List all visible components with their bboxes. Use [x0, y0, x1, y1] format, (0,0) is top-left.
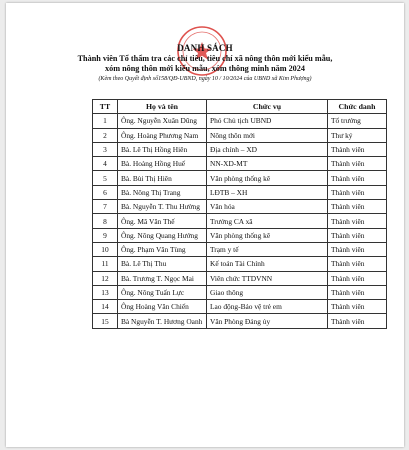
member-position: Trạm y tế [207, 242, 328, 256]
member-role: Thành viên [328, 242, 387, 256]
document-note: (Kèm theo Quyết định số158/QĐ-UBND, ngày 10 / 10/2024 của UBND xã Kim Phượng) [98, 76, 312, 82]
member-position: Văn Phòng Đảng ủy [207, 314, 328, 328]
member-role: Thành viên [328, 157, 387, 171]
table-row [93, 228, 387, 242]
table-row [93, 200, 387, 214]
member-role: Tổ trưởng [328, 114, 387, 128]
header-position: Chức vụ [207, 100, 328, 114]
row-number: 5 [93, 171, 118, 185]
member-name: Ông Hoàng Văn Chiến [118, 300, 207, 314]
table-row [93, 257, 387, 271]
member-name: Ông. Mã Văn Thế [118, 214, 207, 228]
row-number: 12 [93, 271, 118, 285]
header-name: Họ và tên [118, 100, 207, 114]
member-position: Trưởng CA xã [207, 214, 328, 228]
row-number: 4 [93, 157, 118, 171]
member-role: Thành viên [328, 228, 387, 242]
table-row [93, 114, 387, 128]
member-position: NN-XD-MT [207, 157, 328, 171]
table-row [93, 185, 387, 199]
table-row [93, 314, 387, 328]
row-number: 13 [93, 285, 118, 299]
row-number: 15 [93, 314, 118, 328]
document-subtitle-line2: xóm nông thôn mới kiểu mẫu, xóm thông minh năm 2024 [105, 64, 305, 73]
member-role: Thành viên [328, 271, 387, 285]
member-position: Phó Chủ tịch UBND [207, 114, 328, 128]
member-name: Ông. Phạm Văn Tùng [118, 242, 207, 256]
member-role: Thành viên [328, 300, 387, 314]
member-name: Bà. Lê Thị Thu [118, 257, 207, 271]
member-name: Bà. Nông Thị Trang [118, 185, 207, 199]
member-position: Nông thôn mới [207, 128, 328, 142]
document-title: DANH SÁCH [177, 43, 233, 53]
member-name: Bà. Nguyễn T. Thu Hường [118, 200, 207, 214]
table-row [93, 285, 387, 299]
row-number: 2 [93, 128, 118, 142]
member-position: LĐTB – XH [207, 185, 328, 199]
member-role: Thành viên [328, 142, 387, 156]
table-header-row [93, 100, 387, 114]
row-number: 7 [93, 200, 118, 214]
member-position: Văn phòng thống kê [207, 171, 328, 185]
member-role: Thành viên [328, 214, 387, 228]
row-number: 1 [93, 114, 118, 128]
member-role: Thành viên [328, 185, 387, 199]
member-position: Kế toán Tài Chính [207, 257, 328, 271]
members-table [92, 99, 387, 329]
table-row [93, 157, 387, 171]
header-role: Chức danh [328, 100, 387, 114]
member-role: Thành viên [328, 257, 387, 271]
header-tt: TT [93, 100, 118, 114]
table-row [93, 271, 387, 285]
member-name: Bà. Bùi Thị Hiên [118, 171, 207, 185]
row-number: 11 [93, 257, 118, 271]
member-name: Ông. Nông Tuấn Lực [118, 285, 207, 299]
document-subtitle-line1: Thành viên Tổ thẩm tra các chỉ tiêu, tiêu chí xã nông thôn mới kiểu mẫu, [77, 54, 333, 63]
member-name: Bà. Lê Thị Hồng Hiên [118, 142, 207, 156]
member-position: Lao động-Bảo vệ trẻ em [207, 300, 328, 314]
table-row [93, 128, 387, 142]
row-number: 10 [93, 242, 118, 256]
member-position: Văn hóa [207, 200, 328, 214]
member-role: Thành viên [328, 171, 387, 185]
member-name: Ông. Nguyễn Xuân Dũng [118, 114, 207, 128]
member-position: Văn phòng thống kê [207, 228, 328, 242]
member-position: Viên chức TTDVNN [207, 271, 328, 285]
member-position: Địa chính – XD [207, 142, 328, 156]
member-role: Thành viên [328, 314, 387, 328]
row-number: 14 [93, 300, 118, 314]
table-row [93, 171, 387, 185]
row-number: 9 [93, 228, 118, 242]
member-name: Bà Nguyễn T. Hương Oanh [118, 314, 207, 328]
member-role: Thành viên [328, 200, 387, 214]
table-row [93, 142, 387, 156]
member-name: Bà. Trương T. Ngọc Mai [118, 271, 207, 285]
row-number: 3 [93, 142, 118, 156]
member-name: Bà. Hoàng Hồng Huế [118, 157, 207, 171]
row-number: 8 [93, 214, 118, 228]
document-page [6, 3, 404, 447]
row-number: 6 [93, 185, 118, 199]
document-header [6, 43, 404, 83]
table-row [93, 242, 387, 256]
member-name: Ông. Hoàng Phương Nam [118, 128, 207, 142]
member-position: Giao thông [207, 285, 328, 299]
table-row [93, 300, 387, 314]
member-role: Thư ký [328, 128, 387, 142]
member-role: Thành viên [328, 285, 387, 299]
member-name: Ông. Nông Quang Hướng [118, 228, 207, 242]
table-row [93, 214, 387, 228]
